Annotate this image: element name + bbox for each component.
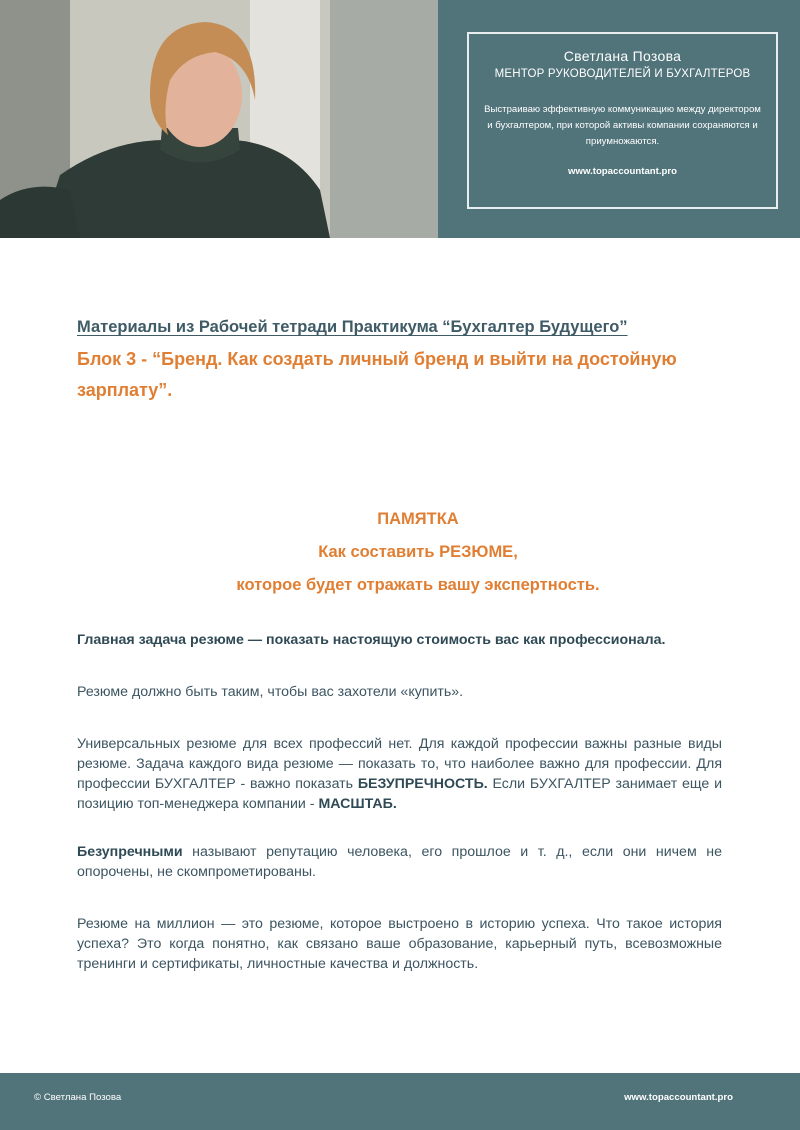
- memo-heading-block: [0, 503, 800, 602]
- author-role: МЕНТОР РУКОВОДИТЕЛЕЙ И БУХГАЛТЕРОВ: [494, 68, 751, 80]
- author-photo: [0, 0, 438, 238]
- paragraph-impeccable: [77, 842, 722, 882]
- memo-subtitle-1: Как составить РЕЗЮМЕ,: [318, 543, 518, 561]
- page-header: [0, 0, 800, 238]
- author-info-box: [467, 32, 778, 209]
- author-website-link[interactable]: www.topaccountant.pro: [568, 166, 677, 177]
- author-description: Выстраиваю эффективную коммуникацию между директором и бухгалтером, при которой активы компании сохраняются и приумножаются.: [484, 104, 761, 147]
- emphasis-impeccable: Безупречными: [77, 844, 183, 860]
- title-block-name: Блок 3 - “Бренд. Как создать личный бренд и выйти на достойную зарплату”.: [77, 349, 677, 400]
- paragraph-buy: Резюме должно быть таким, чтобы вас захотели «купить».: [77, 684, 464, 700]
- title-materials: Материалы из Рабочей тетради Практикума “Бухгалтер Будущего”: [77, 318, 628, 336]
- paragraph-million: Резюме на миллион — это резюме, которое выстроено в историю успеха. Что такое история успеха? Это когда понятно, как связано ваше образование, карьерный путь, всевозможные тренинги и сертификаты, личностные качества и должность.: [77, 916, 722, 972]
- emphasis-impeccability: БЕЗУПРЕЧНОСТЬ.: [357, 776, 488, 792]
- text-span: называют репутацию человека, его прошлое и т. д., если они ничем не опорочены, не скомпрометированы.: [77, 844, 722, 880]
- author-name: Светлана Позова: [563, 48, 682, 64]
- paragraph-universal: [77, 734, 722, 814]
- emphasis-scale: МАСШТАБ.: [318, 796, 397, 812]
- document-title: [77, 318, 727, 406]
- memo-content: [77, 630, 722, 974]
- paragraph-main-task: Главная задача резюме — показать настоящую стоимость вас как профессионала.: [77, 632, 666, 648]
- text-span: Универсальных резюме для всех профессий нет. Для каждой профессии важны разные виды резюме. Задача каждого вида резюме — показать то, что наиболее важно для профессии. Для профессии БУХГАЛТЕР - важно показать: [77, 736, 722, 792]
- footer-website-link[interactable]: www.topaccountant.pro: [624, 1092, 733, 1103]
- page-footer: [0, 1073, 800, 1130]
- footer-copyright: © Светлана Позова: [34, 1092, 122, 1103]
- memo-subtitle-2: которое будет отражать вашу экспертность.: [236, 576, 600, 594]
- text-span: Если БУХГАЛТЕР занимает еще и позицию топ-менеджера компании -: [77, 776, 722, 812]
- memo-heading: ПАМЯТКА: [377, 510, 459, 528]
